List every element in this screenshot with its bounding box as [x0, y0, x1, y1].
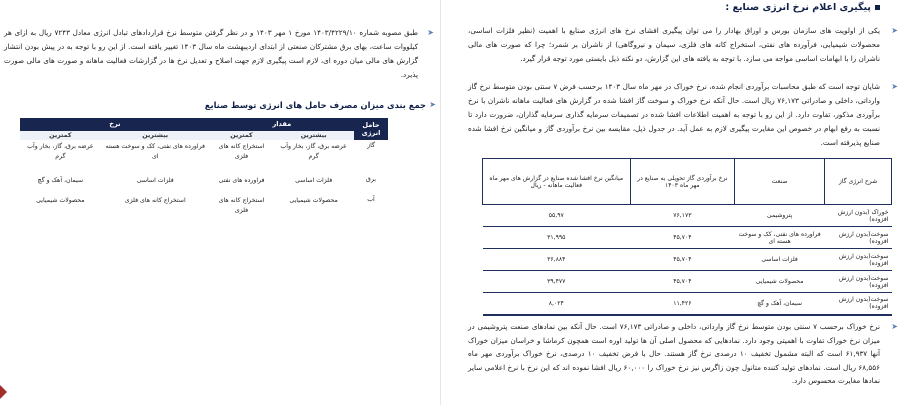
header-cell: نرخ برآوردی گاز تحویلی به صنایع در مهر ماه ۱۴۰۳: [630, 159, 735, 205]
table-row: [483, 293, 892, 315]
section-title-text: پیگیری اعلام نرخ انرژی صنایع :: [725, 2, 871, 13]
arrow-bullet-icon: ➤: [429, 100, 436, 109]
energy-summary-table: [20, 118, 388, 218]
table-header-row: [483, 159, 892, 205]
table-cell: استخراج کانه های فلزی: [218, 197, 265, 214]
table-cell: استخراج کانه های فلزی: [218, 143, 265, 160]
table-row: [483, 227, 892, 249]
table-cell: ۱۱,۴۲۶: [630, 293, 735, 315]
table-cell: فراورده های نفتی، کک و سوخت هسته ای: [735, 227, 825, 249]
carrier-header: حامل انرژی: [354, 118, 388, 140]
table-cell: ۳۱,۹۹۵: [483, 227, 631, 249]
table-cell: سیمان، آهک و گچ: [37, 177, 84, 184]
table-cell: سوخت(بدون ارزش افزوده): [825, 227, 892, 249]
table-cell: محصولات شیمیایی: [735, 271, 825, 293]
square-bullet-icon: [875, 5, 880, 10]
table-row: [483, 205, 892, 227]
subheader-cell: بیشترین: [101, 130, 210, 140]
column-divider: [440, 0, 441, 405]
paragraph-1: یکی از اولویت های سازمان بورس و اوراق بهادار را می توان پیگیری افشای نرخ های انرژی صنایع با اهمیت (نظیر فلزات اساسی، محصولات شیمیایی، فرآورده های نفتی، استخراج کانه های فلزی، سیمان و نیروگاهی) از ناشران بر شمرد؛ چرا که صورت های مالی ناشران را با ابهامات اساسی مواجه می سازد. با توجه به یافته های این گزارش، دو نکته ذیل بایستی مورد توجه قرار گیرد.: [468, 26, 880, 63]
table-cell: ۷۶,۱۷۳: [630, 205, 735, 227]
table-header-row: [20, 118, 388, 130]
table-cell: فراورده های نفتی: [218, 177, 265, 184]
table-cell: فراورده های نفتی، کک و سوخت هسته ای: [105, 143, 205, 160]
table-cell: فلزات اساسی: [295, 177, 333, 184]
arrow-bullet-icon: ➤: [891, 322, 898, 331]
table-cell: محصولات شیمیایی: [36, 197, 85, 204]
carrier-cell: برق: [366, 176, 376, 183]
left-column: [0, 0, 440, 405]
table-cell: ۳۹,۴۷۷: [483, 271, 631, 293]
table-cell: عرضه برق، گاز، بخار وآب گرم: [280, 143, 347, 160]
table-cell: محصولات شیمیایی: [289, 197, 338, 204]
header-cell: میانگین نرخ افشا شده صنایع در گزارش های مهر ماه فعالیت ماهانه - ریال: [483, 159, 631, 205]
table-cell: فلزات اساسی: [735, 249, 825, 271]
table-cell: سیمان، آهک و گچ: [735, 293, 825, 315]
arrow-bullet-icon: ➤: [427, 28, 434, 37]
table-row: [483, 271, 892, 293]
table-cell: ۴۵,۷۰۴: [630, 249, 735, 271]
header-cell: صنعت: [735, 159, 825, 205]
table-cell: سوخت(بدون ارزش افزوده): [825, 249, 892, 271]
table-row: [483, 249, 892, 271]
gas-rate-table: [482, 158, 892, 316]
table-cell: سوخت(بدون ارزش افزوده): [825, 293, 892, 315]
table-cell: ۵۵,۹۷: [483, 205, 631, 227]
summary-subtitle: جمع بندی میزان مصرف حامل های انرژی توسط صنایع: [204, 100, 426, 110]
table-cell: استخراج کانه های فلزی: [124, 197, 186, 204]
group-header-amount: مقدار: [210, 118, 354, 130]
right-column: [448, 0, 900, 405]
page-corner-marker-icon: [0, 385, 7, 399]
table-row: [20, 174, 388, 194]
table-row: [20, 194, 388, 218]
paragraph-2: شایان توجه است که طبق محاسبات برآوردی انجام شده، نرخ خوراک در مهر ماه سال ۱۴۰۳ برحسب فرض ۷ سنتی بودن متوسط نرخ گاز وارداتی، داخلی و صادراتی ۷۶,۱۷۳ ریال است. حال آنکه نرخ خوراک و سوخت گاز افشا شده در گزارش های فعالیت ماهانه ناشران با نرخ برآوردی مذکور، تفاوت دارد. از این رو با توجه به اهمیت اطلاعات افشا شده در تصمیمات سرمایه گذاری سرمایه گذاران، ضرورت دارد تا نسبت به رفع ابهام در خصوص این مغایرت پیگیری لازم به عمل آید. در جدول ذیل، مقایسه بین نرخ برآوردی گاز و میانگین نرخ افشا شده صنایع پذیرفته است.: [468, 82, 881, 147]
table-cell: عرضه برق، گاز، بخار وآب گرم: [27, 143, 94, 160]
carrier-cell: گاز: [367, 142, 375, 149]
table-cell: ۴۵,۷۰۴: [630, 271, 735, 293]
subheader-cell: کمترین: [20, 130, 101, 140]
electricity-paragraph: طبق مصوبه شماره ۱۴۰۳/۴۲۲۹/۱۰ مورخ ۱ مهر ۱۴۰۳ و در نظر گرفتن متوسط نرخ قراردادهای تبادل انرژی معادل ۷۲۴۳ ریال به ازای هر کیلووات ساعت، بهای برق مشترکان صنعتی از ابتدای اردیبهشت ماه سال ۱۴۰۳ تغییر یافته است. از این رو با توجه به در پیش بودن انتشار گزارش های مالی میان دوره ای، لازم است پیگیری لازم جهت اصلاح و تعدیل نرخ ها در گزارشات فعالیت ماهانه و صورت های مالی صورت پذیرد.: [4, 28, 418, 79]
table-cell: ۳۶,۸۸۴: [483, 249, 631, 271]
table-cell: پتروشیمی: [735, 205, 825, 227]
subheader-cell: کمترین: [210, 130, 274, 140]
section-title: [725, 2, 880, 13]
table-cell: فلزات اساسی: [136, 177, 174, 184]
table-cell: خوراک (بدون ارزش افزوده): [825, 205, 892, 227]
arrow-bullet-icon: ➤: [891, 82, 898, 91]
header-cell: شرح انرژی گاز: [825, 159, 892, 205]
table-subheader-row: [20, 130, 388, 140]
table-cell: ۸,۰۲۴: [483, 293, 631, 315]
carrier-cell: آب: [367, 196, 375, 203]
arrow-bullet-icon: ➤: [891, 26, 898, 35]
subheader-cell: بیشترین: [273, 130, 354, 140]
group-header-rate: نرخ: [20, 118, 210, 130]
paragraph-3: نرخ خوراک برحسب ۷ سنتی بودن متوسط نرخ گاز وارداتی، داخلی و صادراتی ۷۶,۱۷۳ است. حال آنکه بین نمادهای صنعت پتروشیمی در میزان نرخ خوراک تفاوت با اهمیتی وجود دارد. نمادهایی که محصول اصلی آن ها تولید اوره است همچون کرماشا و خراسان میزان خوراک آنها ۶۱,۹۳۷ است که البته مشمول تخفیف ۱۰ درصدی نرخ گاز هستند. حال با فرض تخفیف ۱۰ درصدی، نرخ خوراک برآوردی مهر ماه ۶۸,۵۵۶ ریال است. نمادهای تولید کننده متانول چون زاگرس نیز نرخ خوراک را ۶۰,۰۰۰ ریال افشا نموده اند که این نرخ با نرخ اعلامی سایر نمادها مغایرت محسوس دارد.: [468, 322, 880, 385]
table-row: [20, 140, 388, 174]
table-cell: سوخت(بدون ارزش افزوده): [825, 271, 892, 293]
table-cell: ۴۵,۷۰۴: [630, 227, 735, 249]
